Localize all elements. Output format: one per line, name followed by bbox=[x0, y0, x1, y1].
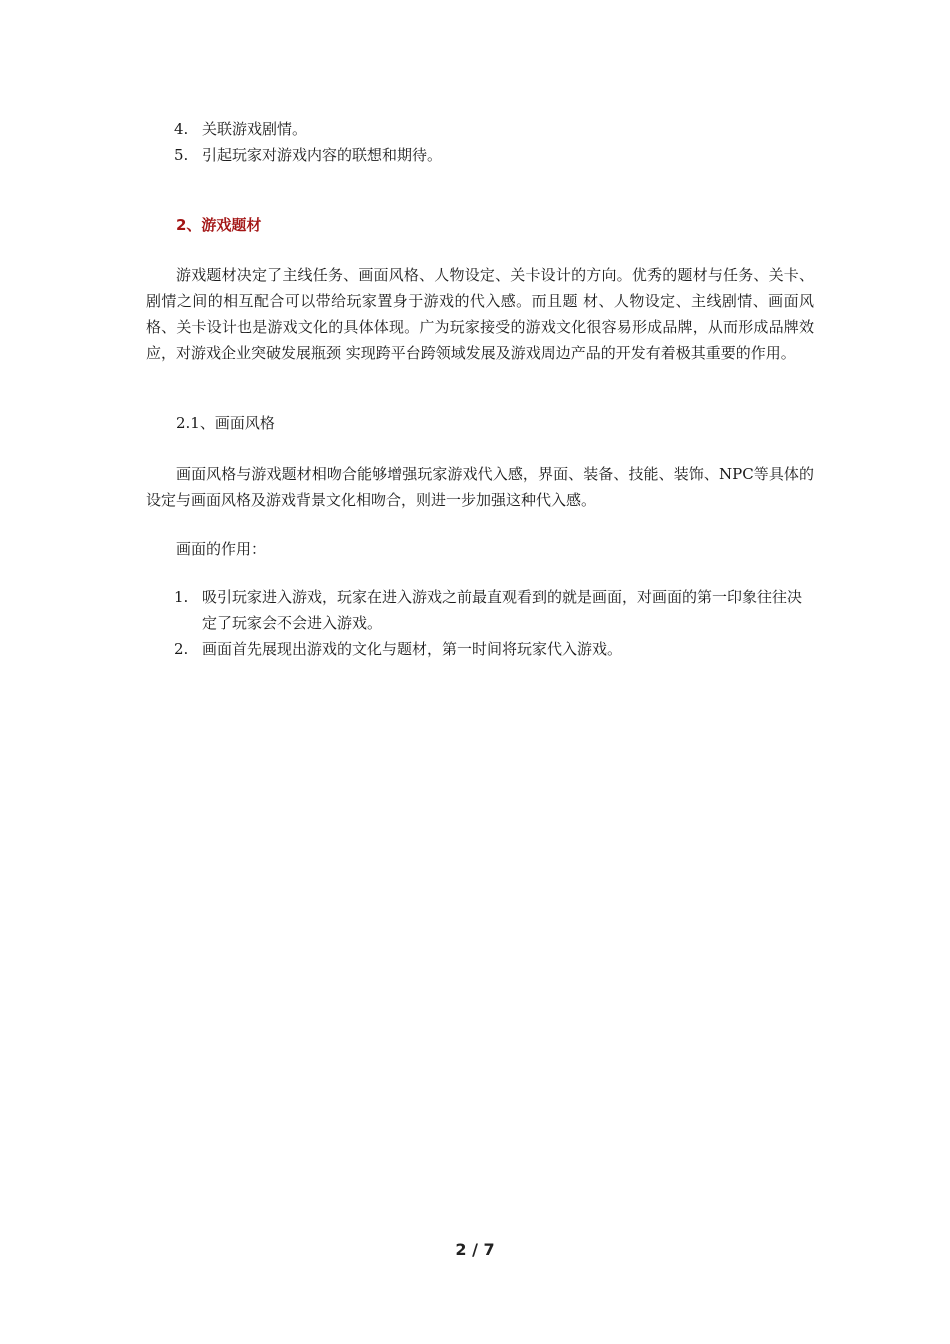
list-item-text: 关联游戏剧情。 bbox=[202, 120, 308, 138]
list-item-text: 引起玩家对游戏内容的联想和期待。 bbox=[202, 146, 443, 164]
list-item bbox=[174, 584, 812, 636]
list-item-text: 画面首先展现出游戏的文化与题材，第一时间将玩家代入游戏。 bbox=[202, 640, 623, 658]
list-item bbox=[174, 636, 812, 662]
intro-line: 画面的作用： bbox=[176, 540, 267, 558]
numbered-list-top bbox=[174, 116, 812, 168]
section-heading: 2、游戏题材 bbox=[176, 216, 262, 234]
numbered-list-bottom bbox=[174, 584, 812, 662]
list-item-number: 1. bbox=[174, 588, 189, 606]
list-item bbox=[174, 142, 812, 168]
list-item-number: 4. bbox=[174, 120, 189, 138]
list-item-text: 吸引玩家进入游戏，玩家在进入游戏之前最直观看到的就是画面，对画面的第一印象往往决定了玩家会不会进入游戏。 bbox=[202, 588, 803, 632]
list-item bbox=[174, 116, 812, 142]
style-paragraph: 画面风格与游戏题材相吻合能够增强玩家游戏代入感，界面、装备、技能、装饰、NPC等具体的设定与画面风格及游戏背景文化相吻合，则进一步加强这种代入感。 bbox=[146, 465, 814, 509]
list-item-number: 5. bbox=[174, 146, 189, 164]
list-item-number: 2. bbox=[174, 640, 189, 658]
subsection-heading: 2.1、画面风格 bbox=[176, 414, 275, 432]
page-number: 2 / 7 bbox=[455, 1240, 495, 1259]
topic-paragraph: 游戏题材决定了主线任务、画面风格、人物设定、关卡设计的方向。优秀的题材与任务、关卡、剧情之间的相互配合可以带给玩家置身于游戏的代入感。而且题 材、人物设定、主线剧情、画面风格、关卡设计也是游戏文化的具体体现。广为玩家接受的游戏文化很容易形成品牌，从而形成品牌效应，对游戏企业突破发展瓶颈 实现跨平台跨领域发展及游戏周边产品的开发有着极其重要的作用。 bbox=[146, 266, 814, 362]
